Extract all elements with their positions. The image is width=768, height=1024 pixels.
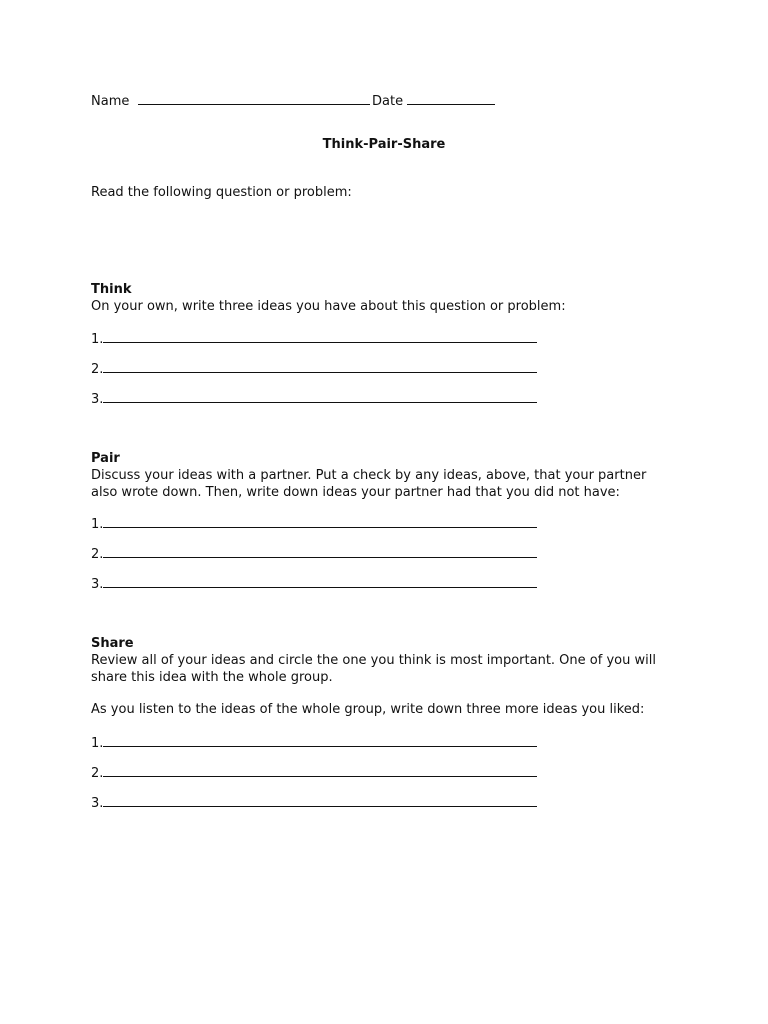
share-instructions: Review all of your ideas and circle the one you think is most important. One of you will share this idea with the whole group. <box>91 653 656 685</box>
think-answer-3[interactable] <box>91 390 537 406</box>
name-field[interactable] <box>91 92 370 110</box>
pair-answer-3[interactable] <box>91 575 537 591</box>
date-field[interactable] <box>372 92 495 110</box>
answer-blank[interactable] <box>103 330 537 343</box>
page-title: Think-Pair-Share <box>322 137 446 152</box>
think-instructions: On your own, write three ideas you have about this question or problem: <box>91 299 566 314</box>
answer-number: 1. <box>91 736 104 751</box>
name-blank[interactable] <box>138 92 370 105</box>
answer-blank[interactable] <box>103 390 537 403</box>
date-label: Date <box>372 94 404 109</box>
share-listen-text: As you listen to the ideas of the whole group, write down three more ideas you liked: <box>91 702 645 717</box>
date-blank[interactable] <box>407 92 495 105</box>
answer-blank[interactable] <box>103 794 537 807</box>
share-answer-3[interactable] <box>91 794 537 810</box>
answer-number: 2. <box>91 362 104 377</box>
answer-blank[interactable] <box>103 360 537 373</box>
think-answer-2[interactable] <box>91 360 537 376</box>
pair-answer-1[interactable] <box>91 515 537 531</box>
answer-number: 1. <box>91 332 104 347</box>
answer-number: 2. <box>91 547 104 562</box>
answer-blank[interactable] <box>103 575 537 588</box>
pair-instructions: Discuss your ideas with a partner. Put a check by any ideas, above, that your partner also wrote down. Then, write down ideas your partner had that you did not have: <box>91 468 647 500</box>
name-label: Name <box>91 94 130 109</box>
answer-number: 1. <box>91 517 104 532</box>
answer-number: 3. <box>91 577 104 592</box>
answer-number: 2. <box>91 766 104 781</box>
answer-blank[interactable] <box>103 764 537 777</box>
share-answer-1[interactable] <box>91 734 537 750</box>
intro-text: Read the following question or problem: <box>91 185 352 200</box>
answer-blank[interactable] <box>103 515 537 528</box>
answer-number: 3. <box>91 796 104 811</box>
share-heading: Share <box>91 636 134 651</box>
pair-answer-2[interactable] <box>91 545 537 561</box>
think-answer-1[interactable] <box>91 330 537 346</box>
pair-heading: Pair <box>91 451 120 466</box>
answer-number: 3. <box>91 392 104 407</box>
share-answer-2[interactable] <box>91 764 537 780</box>
think-heading: Think <box>91 282 132 297</box>
answer-blank[interactable] <box>103 734 537 747</box>
answer-blank[interactable] <box>103 545 537 558</box>
